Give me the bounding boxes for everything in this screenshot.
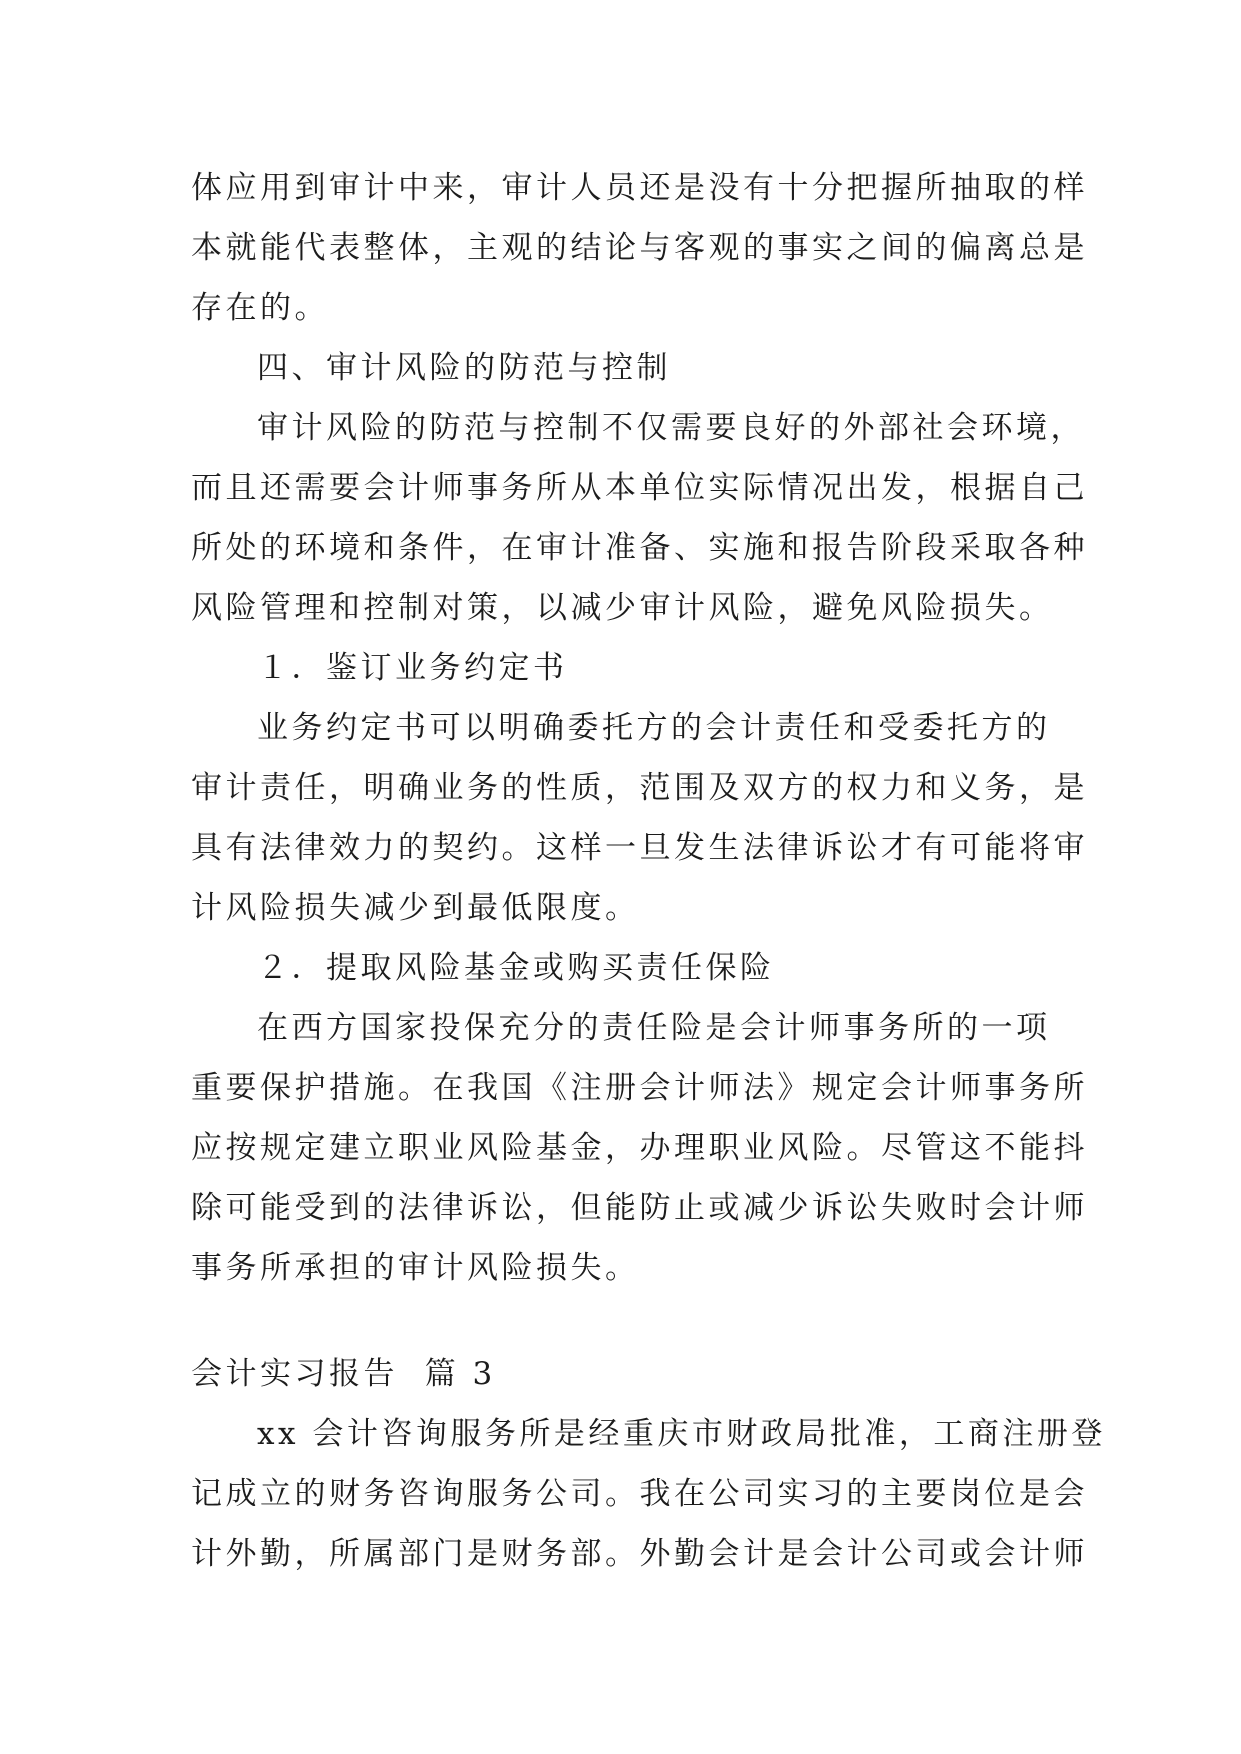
paragraph-item-2 (191, 998, 1088, 1298)
text-line: 重要保护措施。在我国《注册会计师法》规定会计师事务所 (191, 1070, 1088, 1106)
document-body (191, 158, 1106, 1584)
heading-text: ２．提取风险基金或购买责任保险 (257, 950, 775, 986)
text-line: 本就能代表整体，主观的结论与客观的事实之间的偏离总是 (191, 230, 1088, 266)
text-line: 而且还需要会计师事务所从本单位实际情况出发，根据自己 (191, 470, 1088, 506)
text-line: 存在的。 (191, 290, 329, 326)
text-line: 计外勤，所属部门是财务部。外勤会计是会计公司或会计师 (191, 1536, 1088, 1572)
paragraph-continuation (191, 158, 1088, 338)
text-line: 计风险损失减少到最低限度。 (191, 890, 640, 926)
text-line: 审计责任，明确业务的性质，范围及双方的权力和义务，是 (191, 770, 1088, 806)
paragraph-item-1 (191, 698, 1088, 938)
text-line: 除可能受到的法律诉讼，但能防止或减少诉讼失败时会计师 (191, 1190, 1088, 1226)
text-line: 体应用到审计中来，审计人员还是没有十分把握所抽取的样 (191, 170, 1088, 206)
list-item-1-title (191, 638, 1061, 698)
section-heading-four (191, 338, 1061, 398)
text-line: 具有法律效力的契约。这样一旦发生法律诉讼才有可能将审 (191, 830, 1088, 866)
text-line: 记成立的财务咨询服务公司。我在公司实习的主要岗位是会 (191, 1476, 1088, 1512)
text-line: 所处的环境和条件，在审计准备、实施和报告阶段采取各种 (191, 530, 1088, 566)
text-line: xx 会计咨询服务所是经重庆市财政局批准，工商注册登 (257, 1416, 1106, 1452)
heading-text: １．鉴订业务约定书 (257, 650, 568, 686)
text-line: 事务所承担的审计风险损失。 (191, 1250, 640, 1286)
section-title (191, 1344, 1061, 1404)
text-line: 风险管理和控制对策，以减少审计风险，避免风险损失。 (191, 590, 1054, 626)
text-line: 业务约定书可以明确委托方的会计责任和受委托方的 (257, 710, 1051, 746)
list-item-2-title (191, 938, 1061, 998)
text-line: 在西方国家投保充分的责任险是会计师事务所的一项 (257, 1010, 1051, 1046)
section-title-text: 会计实习报告 篇 3 (191, 1356, 496, 1392)
text-line: 应按规定建立职业风险基金，办理职业风险。尽管这不能抖 (191, 1130, 1088, 1166)
text-line: 审计风险的防范与控制不仅需要良好的外部社会环境， (257, 410, 1085, 446)
paragraph-intro (191, 398, 1088, 638)
heading-text: 四、审计风险的防范与控制 (257, 350, 671, 386)
paragraph-section (191, 1404, 1106, 1584)
